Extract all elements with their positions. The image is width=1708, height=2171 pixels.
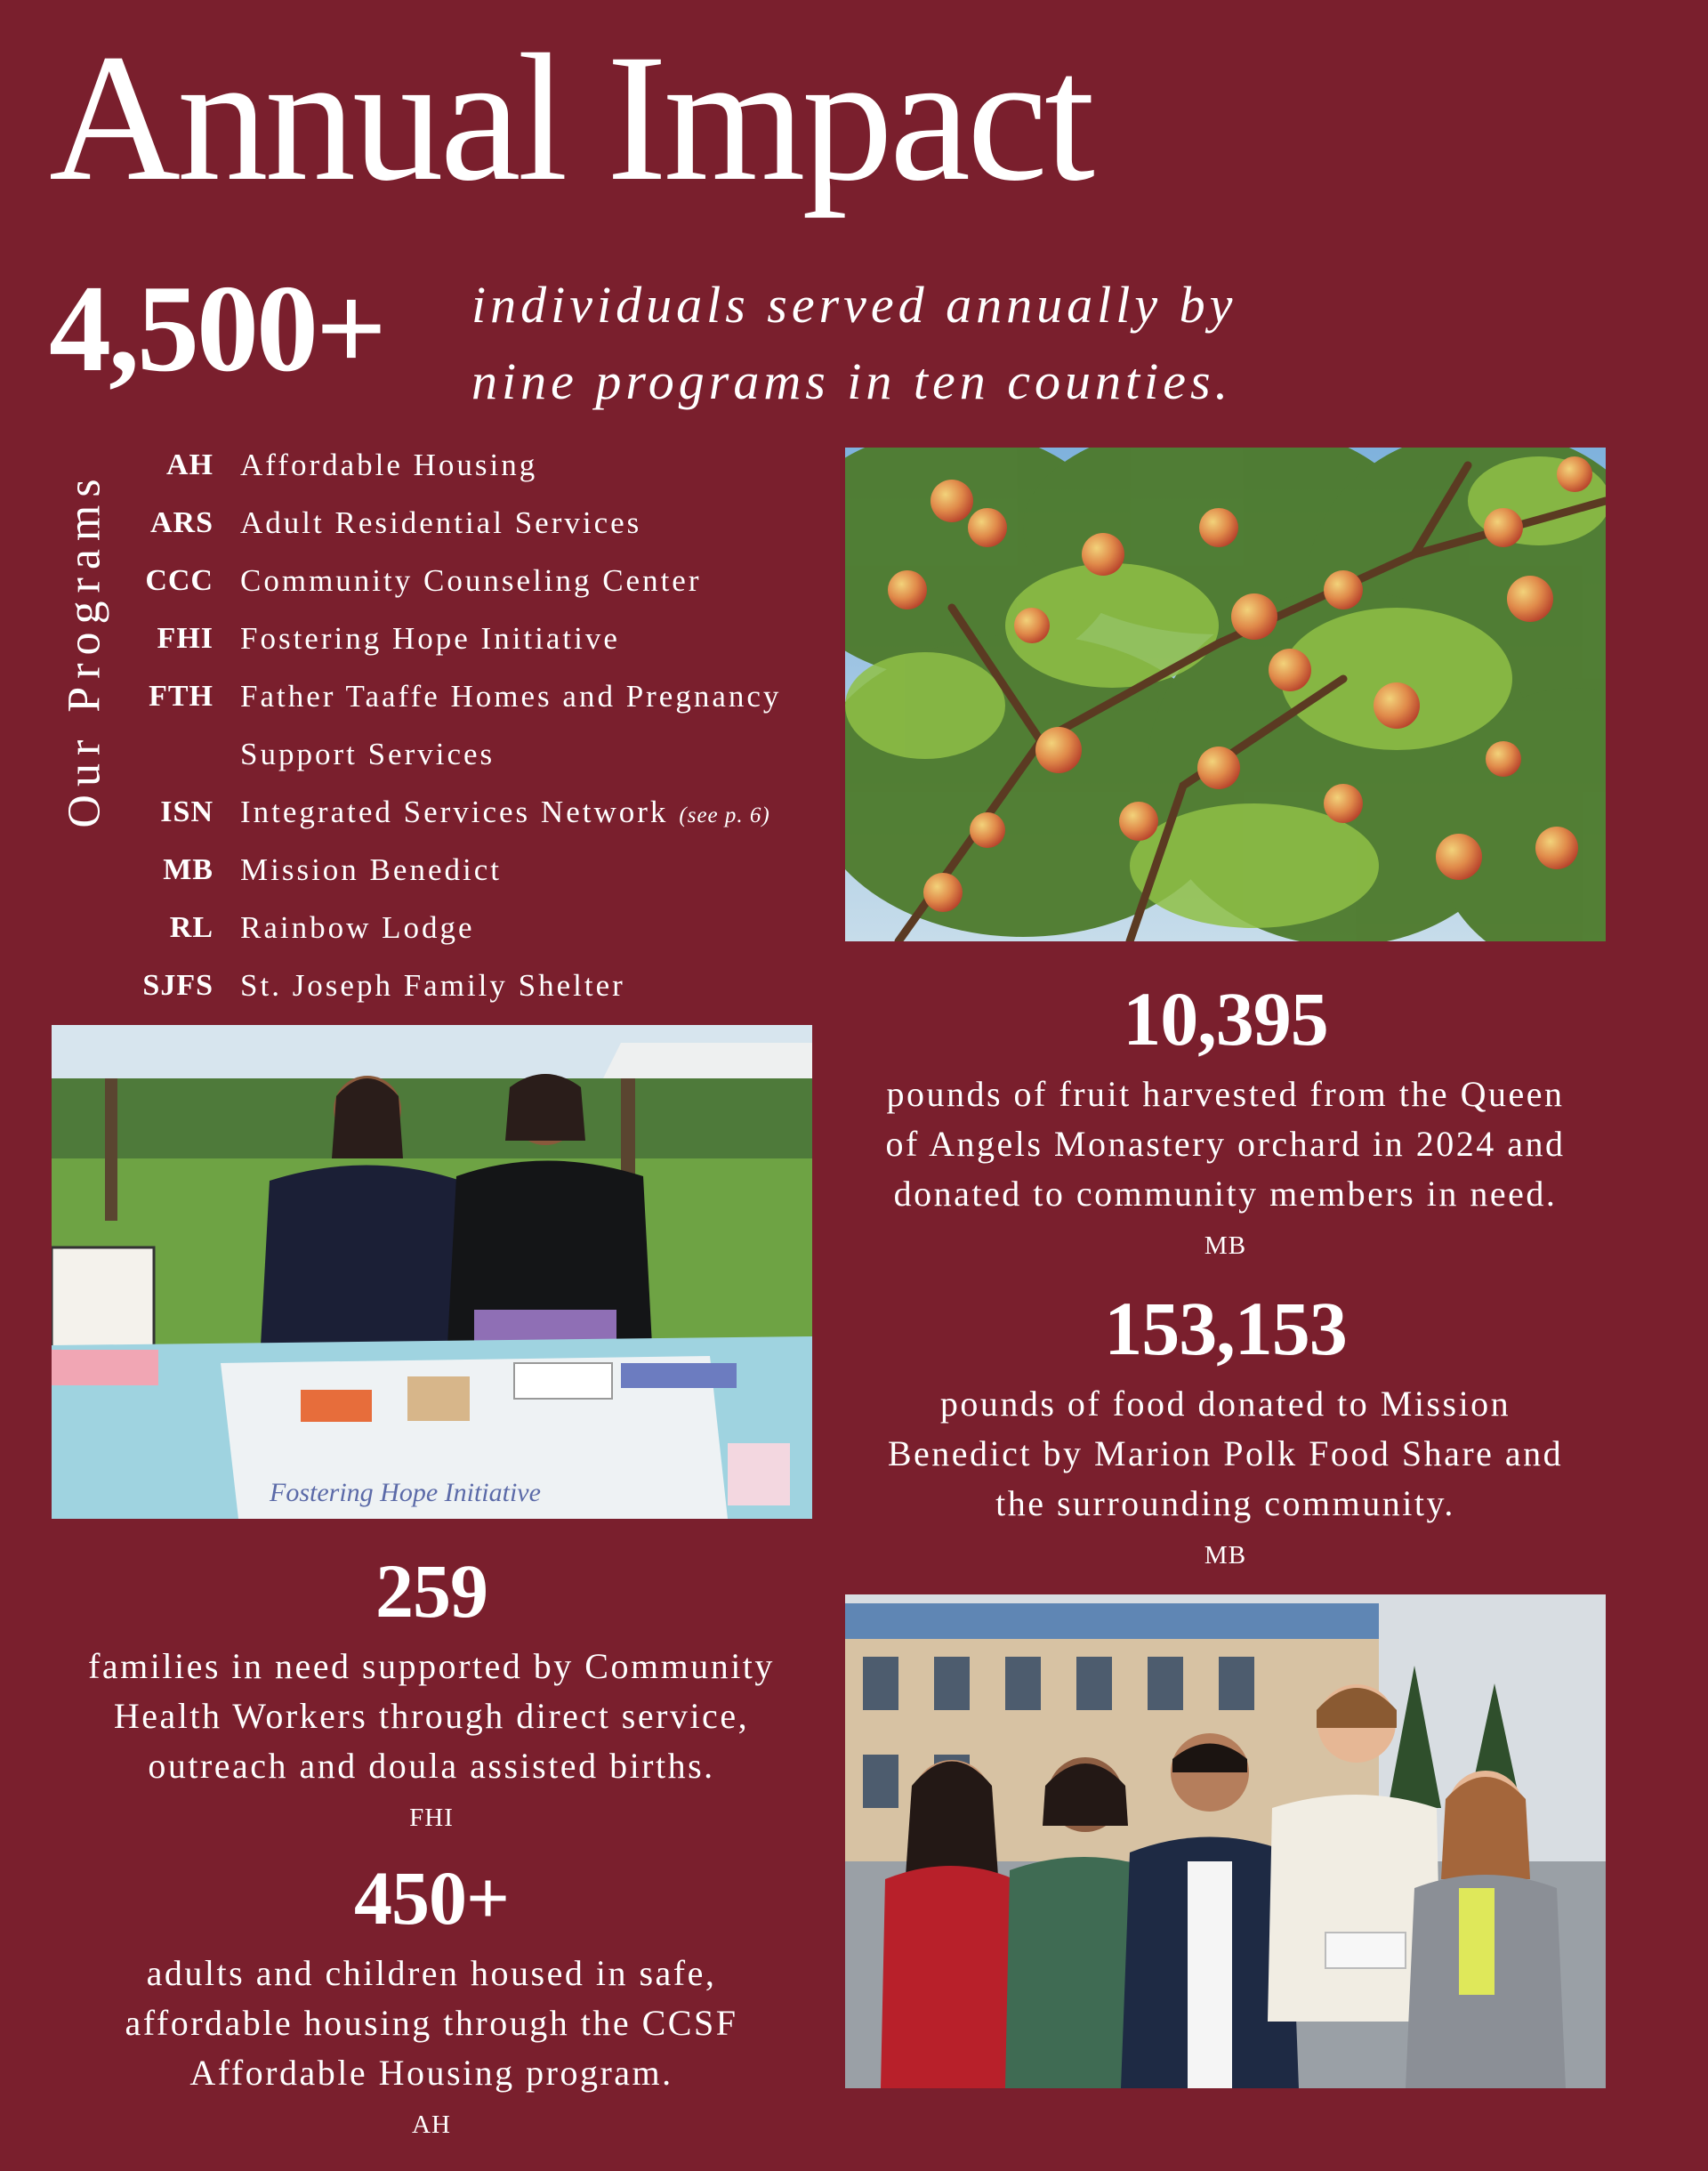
program-name-with-note bbox=[240, 783, 827, 844]
program-name: Mission Benedict bbox=[240, 852, 502, 887]
headline-text-line-1: individuals served annually by bbox=[471, 276, 1237, 334]
program-item bbox=[125, 841, 827, 899]
program-code: ARS bbox=[149, 506, 214, 539]
program-code: AH bbox=[166, 448, 214, 481]
stat-housing bbox=[27, 1855, 836, 2140]
stat-line: Health Workers through direct service, bbox=[113, 1696, 750, 1736]
stat-line: Benedict by Marion Polk Food Share and bbox=[887, 1433, 1564, 1473]
program-code: CCC bbox=[145, 564, 214, 597]
stat-program-code: AH bbox=[412, 2110, 451, 2139]
program-item bbox=[125, 899, 827, 956]
stat-description bbox=[845, 1069, 1606, 1219]
stat-families bbox=[27, 1548, 836, 1833]
programs-heading bbox=[49, 427, 120, 872]
program-item bbox=[125, 667, 827, 725]
program-item bbox=[125, 494, 827, 552]
headline-number: 4,500+ bbox=[49, 260, 384, 398]
stat-line: of Angels Monastery orchard in 2024 and bbox=[885, 1124, 1566, 1164]
stat-line: outreach and doula assisted births. bbox=[148, 1746, 715, 1786]
program-code: SJFS bbox=[142, 969, 214, 1002]
program-name: Father Taaffe Homes and Pregnancy bbox=[240, 679, 782, 714]
program-code: ISN bbox=[160, 795, 214, 828]
headline-text bbox=[471, 267, 1361, 420]
fhi-banner-text: Fostering Hope Initiative bbox=[270, 1478, 541, 1507]
stat-description bbox=[845, 1379, 1606, 1529]
stat-line: pounds of food donated to Mission bbox=[939, 1384, 1511, 1424]
headline-text-line-2: nine programs in ten counties. bbox=[471, 352, 1233, 410]
stat-number: 10,395 bbox=[1123, 976, 1328, 1061]
stat-number: 153,153 bbox=[1104, 1286, 1347, 1371]
program-item-continued bbox=[125, 725, 827, 783]
stat-line: donated to community members in need. bbox=[893, 1174, 1558, 1214]
orchard-photo bbox=[845, 448, 1606, 941]
program-name: Community Counseling Center bbox=[240, 563, 702, 598]
stat-fruit bbox=[845, 976, 1606, 1261]
stat-line: families in need supported by Community bbox=[88, 1646, 775, 1686]
program-name: St. Joseph Family Shelter bbox=[240, 968, 625, 1003]
stat-program-code: MB bbox=[1204, 1231, 1247, 1260]
program-code: FHI bbox=[157, 622, 214, 655]
program-code: FTH bbox=[149, 680, 214, 713]
stat-number: 450+ bbox=[353, 1855, 509, 1941]
program-list bbox=[125, 436, 827, 1014]
program-item bbox=[125, 552, 827, 609]
group-photo bbox=[845, 1594, 1606, 2088]
programs-heading-text: Our Programs bbox=[59, 471, 110, 828]
stat-food bbox=[845, 1286, 1606, 1570]
program-code: RL bbox=[169, 911, 214, 944]
program-name: Fostering Hope Initiative bbox=[240, 621, 620, 656]
stat-line: pounds of fruit harvested from the Queen bbox=[886, 1074, 1565, 1114]
stat-description bbox=[27, 1642, 836, 1791]
program-item bbox=[125, 783, 827, 841]
page-title: Annual Impact bbox=[49, 17, 1092, 219]
program-name: Affordable Housing bbox=[240, 448, 538, 482]
program-code: MB bbox=[163, 853, 214, 886]
program-name: Adult Residential Services bbox=[240, 505, 642, 540]
program-item bbox=[125, 436, 827, 494]
stat-program-code: FHI bbox=[409, 1804, 454, 1832]
stat-program-code: MB bbox=[1204, 1541, 1247, 1570]
stat-description bbox=[27, 1949, 836, 2098]
stat-line: the surrounding community. bbox=[995, 1483, 1455, 1523]
program-name-text: Integrated Services Network bbox=[240, 795, 669, 829]
fhi-booth-photo bbox=[52, 1025, 812, 1519]
stat-line: adults and children housed in safe, bbox=[146, 1953, 717, 1993]
program-page-note: (see p. 6) bbox=[679, 803, 770, 827]
stat-line: Affordable Housing program. bbox=[189, 2053, 673, 2093]
stat-number: 259 bbox=[375, 1548, 487, 1634]
program-item bbox=[125, 956, 827, 1014]
program-name: Support Services bbox=[240, 737, 495, 771]
program-name: Rainbow Lodge bbox=[240, 910, 475, 945]
stat-line: affordable housing through the CCSF bbox=[125, 2003, 738, 2043]
program-item bbox=[125, 609, 827, 667]
